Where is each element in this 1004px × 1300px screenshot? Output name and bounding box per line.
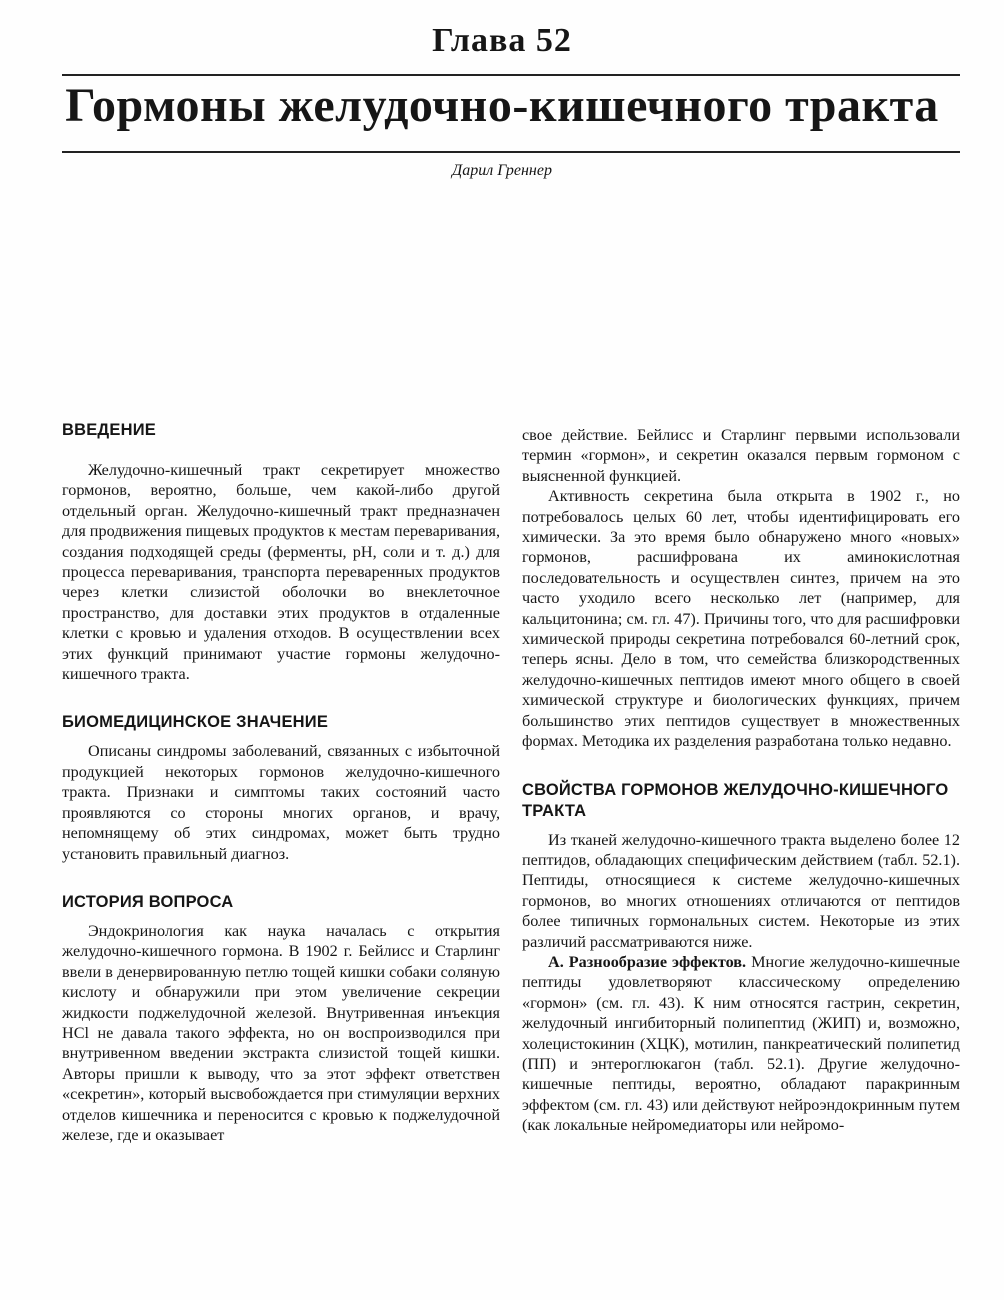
right-column [522,425,960,1136]
history-paragraph-continued: свое действие. Бейлисс и Старлинг первыми использовали термин «гормон», и секретин оказался первым гормоном с выясненной функцией. [522,426,960,485]
history-paragraph: Эндокринология как наука началась с открытия желудочно-кишечного гормона. В 1902 г. Бейлисс и Старлинг ввели в денервированную петлю тощей кишки собаки соляную кислоту и обнаружили при этом увеличение секреции жидкости поджелудочной железой. Внутривенная инъекция HCl не давала такого эффекта, но он воспроизводился при внутривенном введении экстракта слизистой тощей кишки. Авторы пришли к выводу, что за этот эффект ответствен «секретин», который высвобождается при стимуляции верхних отделов кишечника и переносится с кровью к поджелудочной железе, где и оказывает [62,921,500,1144]
biomedical-paragraph: Описаны синдромы заболеваний, связанных с избыточной продукцией некоторых гормонов желудочно-кишечного тракта. Признаки и симптомы таких состояний часто проявляются со стороны многих органов, и врачу, непомнящему об этих синдромах, может быть трудно установить правильный диагноз. [62,742,500,863]
properties-paragraph-1: Из тканей желудочно-кишечного тракта выделено более 12 пептидов, обладающих специфическим действием (табл. 52.1). Пептиды, относящиеся к системе желудочно-кишечных гормонов, во многих отношениях отличаются от пептидов более типичных гормональных систем. Некоторые из этих различий рассматриваются ниже. [522,830,960,951]
left-column [62,420,500,1145]
section-heading-intro: ВВЕДЕНИЕ [62,421,156,439]
section-heading-history: ИСТОРИЯ ВОПРОСА [62,892,234,911]
chapter-title: Гормоны желудочно-кишечного тракта [65,79,939,132]
rule-top [62,74,960,76]
section-heading-properties: СВОЙСТВА ГОРМОНОВ ЖЕЛУДОЧНО-КИШЕЧНОГО ТРАКТА [522,780,949,820]
properties-paragraph-2-text: Многие желудочно-кишечные пептиды удовлетворяют классическому определению «гормон» (см. гл. 43). К ним относятся гастрин, секретин, желудочный ингибиторный полипептид (ЖИП) и, возможно, холецистокинин (ХЦК), мотилин, панкреатический полипетид (ПП) и энтероглюкагон (табл. 52.1). Другие желудочно-кишечные пептиды, вероятно, обладают паракринным эффектом (см. гл. 43) или действуют нейроэндокринным путем (как локальные нейромедиаторы или нейромо- [522,952,960,1135]
history-paragraph-2: Активность секретина была открыта в 1902 г., но потребовалось целых 60 лет, чтобы идентифицировать его химически. За это время было обнаружено много «новых» гормонов, расшифрована их аминокислотная последовательность и осуществлен синтез, причем на это часто уходило всего несколько лет (например, для кальцитонина; см. гл. 47). Причины того, что для расшифровки химической природы секретина потребовался 60-летний срок, теперь ясны. Дело в том, что семейства близкородственных желудочно-кишечных пептидов имеют много общего в своей химической структуре и биологических функциях, причем большинство этих пептидов существует в множественных формах. Методика их разделения разработана только недавно. [522,487,960,751]
author: Дарил Греннер [452,162,552,179]
section-heading-biomedical: БИОМЕДИЦИНСКОЕ ЗНАЧЕНИЕ [62,713,329,732]
properties-subheading-a: А. Разнообразие эффектов. [548,952,747,971]
chapter-label: Глава 52 [432,22,572,59]
rule-bottom [62,151,960,153]
properties-paragraph-2 [522,952,960,1136]
intro-paragraph: Желудочно-кишечный тракт секретирует множество гормонов, вероятно, больше, чем какой-либо другой отдельный орган. Желудочно-кишечный тракт предназначен для продвижения пищевых продуктов к местам переваривания, создания подходящей среды (ферменты, pH, соли и т. д.) для процесса переваривания, транспорта переваренных продуктов через клетки слизистой оболочки во внеклеточное пространство, для доставки этих продуктов в отдаленные клетки с кровью и удаления отходов. В осуществлении всех этих функций принимают участие гормоны желудочно-кишечного тракта. [62,461,500,684]
